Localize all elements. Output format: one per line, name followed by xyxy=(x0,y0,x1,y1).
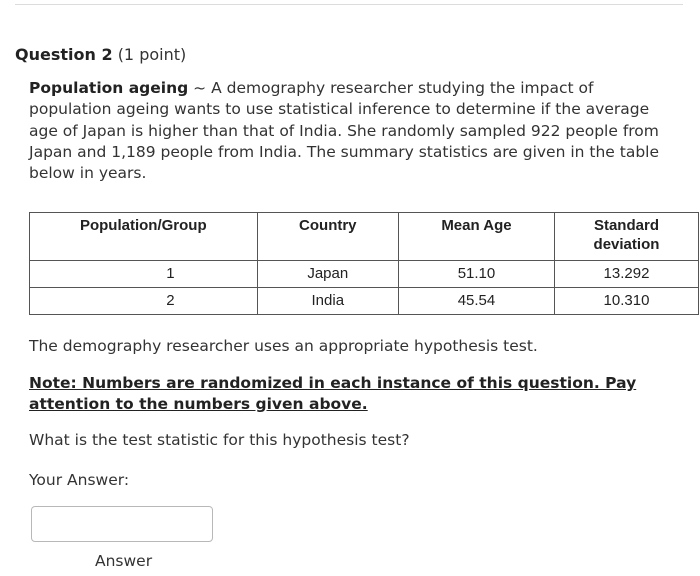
cell-standard-deviation: 13.292 xyxy=(554,261,698,288)
question-points: (1 point) xyxy=(117,45,187,64)
cell-standard-deviation: 10.310 xyxy=(554,288,698,315)
table-row xyxy=(30,261,699,288)
your-answer-label: Your Answer: xyxy=(29,471,130,489)
header-sd-line2: deviation xyxy=(593,236,660,253)
cell-group: 2 xyxy=(30,288,258,315)
header-mean-age: Mean Age xyxy=(398,213,554,261)
question-topic: Population ageing xyxy=(29,79,189,97)
top-divider xyxy=(15,4,683,5)
table-header-row xyxy=(30,213,699,261)
cell-mean-age: 45.54 xyxy=(398,288,554,315)
test-statement: The demography researcher uses an appropriate hypothesis test. xyxy=(29,337,538,355)
cell-country: India xyxy=(257,288,398,315)
question-ask: What is the test statistic for this hypothesis test? xyxy=(29,431,410,449)
header-country: Country xyxy=(257,213,398,261)
randomization-note: Note: Numbers are randomized in each instance of this question. Pay attention to the numbers given above. xyxy=(29,374,637,413)
question-prompt xyxy=(29,78,669,184)
topic-separator: ~ xyxy=(193,79,207,97)
cell-group: 1 xyxy=(30,261,258,288)
table-row xyxy=(30,288,699,315)
answer-caption: Answer xyxy=(95,552,153,570)
header-sd-line1: Standard xyxy=(593,217,659,234)
cell-mean-age: 51.10 xyxy=(398,261,554,288)
summary-statistics-table xyxy=(29,212,699,315)
cell-country: Japan xyxy=(257,261,398,288)
question-header xyxy=(15,44,186,66)
question-body: A demography researcher studying the impact of population ageing wants to use statistical inference to determine if the average age of Japan is higher than that of India. She randomly sampled 922 people from Japan and 1,189 people from India. The summary statistics are given in the table below in years. xyxy=(29,79,660,183)
question-title: Question 2 xyxy=(15,45,113,64)
header-population-group: Population/Group xyxy=(30,213,258,261)
header-standard-deviation xyxy=(554,213,698,261)
answer-input[interactable] xyxy=(31,506,213,542)
